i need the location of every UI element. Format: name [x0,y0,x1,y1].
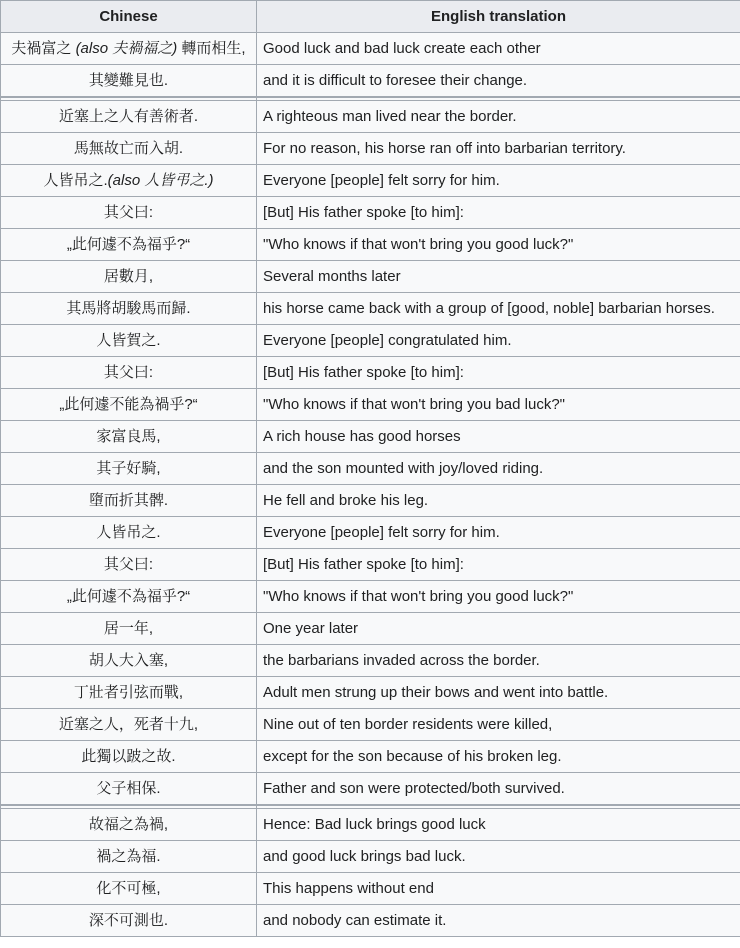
english-cell: his horse came back with a group of [good, noble] barbarian horses. [257,293,740,325]
chinese-cell: 其變難見也. [1,65,257,98]
table-row [1,485,740,517]
chinese-cell: 禍之為福. [1,841,257,873]
english-cell: "Who knows if that won't bring you good luck?" [257,581,740,613]
chinese-cell: 居數月, [1,261,257,293]
english-cell: Father and son were protected/both survived. [257,773,740,806]
chinese-cell: 居一年, [1,613,257,645]
english-cell: Adult men strung up their bows and went into battle. [257,677,740,709]
table-row [1,773,740,806]
english-cell: and the son mounted with joy/loved riding. [257,453,740,485]
table-row [1,741,740,773]
english-cell: Good luck and bad luck create each other [257,33,740,65]
chinese-text: 夫禍富之 [11,40,76,57]
chinese-text: 人皆吊之. [43,172,108,189]
english-cell: Everyone [people] congratulated him. [257,325,740,357]
table-row [1,33,740,65]
table-row [1,165,740,197]
table-row [1,453,740,485]
english-cell: Everyone [people] felt sorry for him. [257,517,740,549]
chinese-cell: 故福之為禍, [1,809,257,841]
header-english: English translation [257,1,740,33]
table-row [1,517,740,549]
table-row [1,873,740,905]
table-row [1,197,740,229]
english-cell: Hence: Bad luck brings good luck [257,809,740,841]
table-row [1,357,740,389]
chinese-cell: 其馬將胡駿馬而歸. [1,293,257,325]
header-row [1,1,740,33]
chinese-cell: 馬無故亡而入胡. [1,133,257,165]
table-row [1,841,740,873]
table-row [1,581,740,613]
english-cell: "Who knows if that won't bring you good luck?" [257,229,740,261]
chinese-cell: 墮而折其髀. [1,485,257,517]
chinese-cell: 其父曰: [1,549,257,581]
alternate-text: (also 夫禍福之) [75,40,178,57]
table-row [1,325,740,357]
english-cell: He fell and broke his leg. [257,485,740,517]
chinese-cell: „此何遽不能為禍乎?“ [1,389,257,421]
chinese-cell: 胡人大入塞, [1,645,257,677]
table-row [1,389,740,421]
chinese-cell [1,33,257,65]
english-cell: A righteous man lived near the border. [257,101,740,133]
english-cell: Nine out of ten border residents were killed, [257,709,740,741]
english-cell: Everyone [people] felt sorry for him. [257,165,740,197]
english-cell: [But] His father spoke [to him]: [257,549,740,581]
table-row [1,421,740,453]
english-cell: This happens without end [257,873,740,905]
table-row [1,709,740,741]
table-row [1,645,740,677]
chinese-cell: 化不可極, [1,873,257,905]
chinese-cell: 丁壯者引弦而戰, [1,677,257,709]
alternate-text: (also 人皆弔之.) [107,172,214,189]
header-chinese: Chinese [1,1,257,33]
chinese-cell: 家富良馬, [1,421,257,453]
english-cell: and it is difficult to foresee their change. [257,65,740,98]
chinese-cell: „此何遽不為福乎?“ [1,581,257,613]
english-cell: the barbarians invaded across the border. [257,645,740,677]
english-cell: and good luck brings bad luck. [257,841,740,873]
chinese-cell: 人皆賀之. [1,325,257,357]
chinese-text: 轉而相生, [177,40,246,57]
table-row [1,549,740,581]
table-row [1,101,740,133]
english-cell: One year later [257,613,740,645]
chinese-cell: 近塞上之人有善術者. [1,101,257,133]
english-cell: Several months later [257,261,740,293]
english-cell: A rich house has good horses [257,421,740,453]
chinese-cell: „此何遽不為福乎?“ [1,229,257,261]
table-row [1,65,740,98]
table-row [1,293,740,325]
chinese-cell: 深不可測也. [1,905,257,937]
chinese-cell: 其子好騎, [1,453,257,485]
chinese-cell: 父子相保. [1,773,257,806]
chinese-cell: 人皆吊之. [1,517,257,549]
chinese-cell: 其父曰: [1,357,257,389]
table-row [1,809,740,841]
english-cell: [But] His father spoke [to him]: [257,197,740,229]
table-row [1,261,740,293]
chinese-cell: 近塞之人，死者十九, [1,709,257,741]
english-cell: except for the son because of his broken leg. [257,741,740,773]
table-row [1,133,740,165]
chinese-cell: 此獨以跛之故. [1,741,257,773]
table-row [1,905,740,937]
table-row [1,229,740,261]
english-cell: and nobody can estimate it. [257,905,740,937]
chinese-cell: 其父曰: [1,197,257,229]
table-row [1,677,740,709]
english-cell: [But] His father spoke [to him]: [257,357,740,389]
chinese-cell [1,165,257,197]
english-cell: "Who knows if that won't bring you bad luck?" [257,389,740,421]
english-cell: For no reason, his horse ran off into barbarian territory. [257,133,740,165]
table-row [1,613,740,645]
